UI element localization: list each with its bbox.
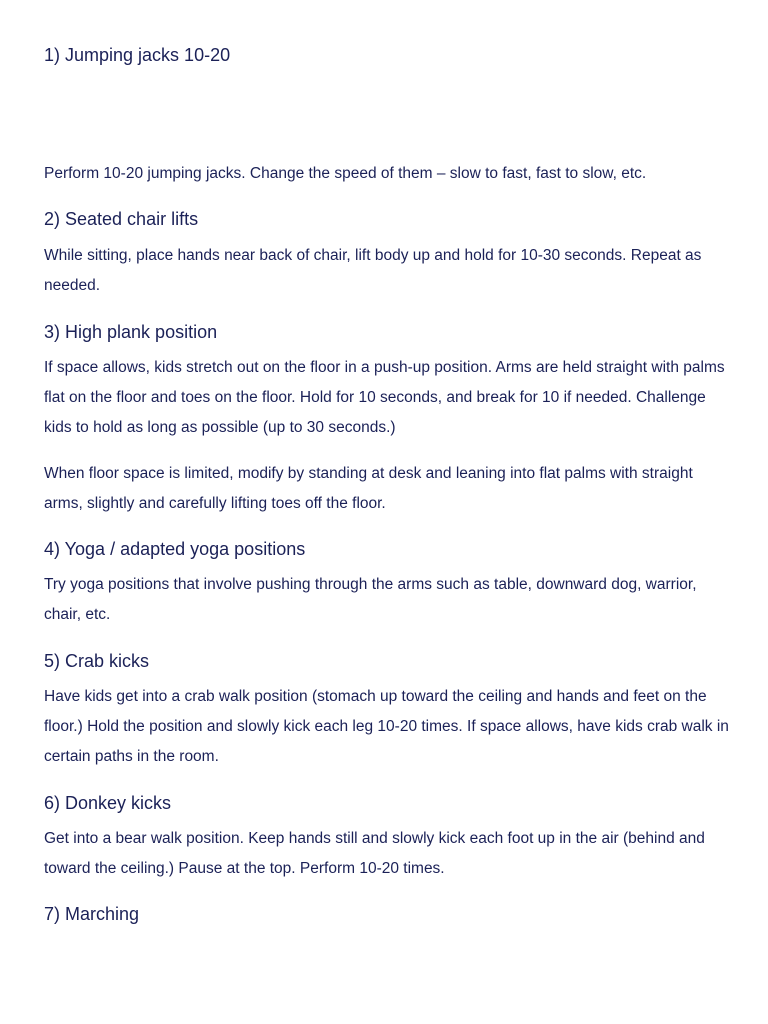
section-4-heading: 4) Yoga / adapted yoga positions xyxy=(44,539,306,559)
section-6-paragraph-1: Get into a bear walk position. Keep hands still and slowly kick each foot up in the air (behind and toward the ceiling.) Pause at the top. Perform 10-20 times. xyxy=(44,830,705,877)
section-3-heading: 3) High plank position xyxy=(44,322,218,342)
section-4-paragraph-1: Try yoga positions that involve pushing through the arms such as table, downward dog, warrior, chair, etc. xyxy=(44,576,697,623)
section-1-paragraph-1: Perform 10-20 jumping jacks. Change the speed of them – slow to fast, fast to slow, etc. xyxy=(44,165,647,182)
section-5-heading: 5) Crab kicks xyxy=(44,651,150,671)
section-2-paragraph-1: While sitting, place hands near back of chair, lift body up and hold for 10-30 seconds. Repeat as needed. xyxy=(44,247,702,294)
section-3-paragraph-2: When floor space is limited, modify by standing at desk and leaning into flat palms with straight arms, slightly and carefully lifting toes off the floor. xyxy=(44,465,693,512)
section-5-paragraph-1: Have kids get into a crab walk position (stomach up toward the ceiling and hands and feet on the floor.) Hold the position and slowly kick each leg 10-20 times. If space allows, have kids crab walk in certain paths in the room. xyxy=(44,688,729,765)
section-1-heading: 1) Jumping jacks 10-20 xyxy=(44,45,231,65)
section-3-paragraph-1: If space allows, kids stretch out on the floor in a push-up position. Arms are held straight with palms flat on the floor and toes on the floor. Hold for 10 seconds, and break for 10 if needed. Challenge kids to hold as long as possible (up to 30 seconds.) xyxy=(44,359,725,436)
section-6-heading: 6) Donkey kicks xyxy=(44,793,172,813)
section-7-heading: 7) Marching xyxy=(44,904,140,924)
section-2-heading: 2) Seated chair lifts xyxy=(44,209,199,229)
